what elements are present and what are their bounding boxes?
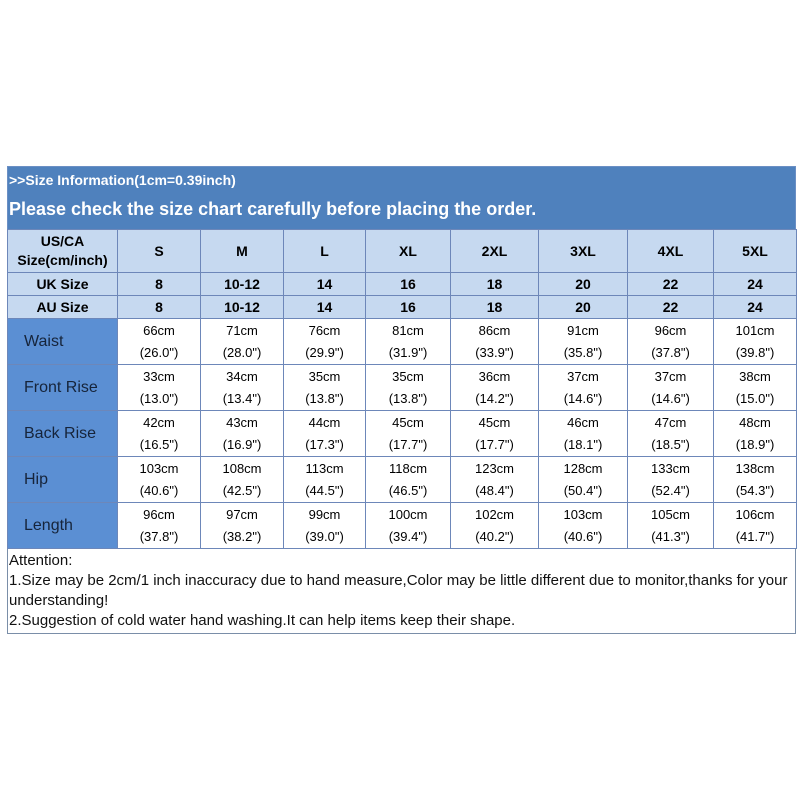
size-header: L xyxy=(284,230,366,273)
value-inch: (26.0") xyxy=(139,344,179,360)
measurement-cell xyxy=(284,503,366,549)
value-cm: 37cm xyxy=(567,368,599,384)
value-cm: 35cm xyxy=(308,368,341,384)
au-size-cell: 24 xyxy=(714,296,797,319)
measurement-cell xyxy=(451,503,539,549)
value-inch: (40.6") xyxy=(563,528,603,544)
value-cm: 37cm xyxy=(654,368,687,384)
value-cm: 45cm xyxy=(478,414,511,430)
value-inch: (28.0") xyxy=(222,344,262,360)
uk-size-label: UK Size xyxy=(8,273,118,296)
value-cm: 103cm xyxy=(563,506,603,522)
uk-size-cell: 10-12 xyxy=(201,273,284,296)
measurement-cell xyxy=(118,411,201,457)
value-inch: (39.8") xyxy=(735,344,775,360)
measurement-cell xyxy=(366,365,451,411)
measurement-label: Waist xyxy=(8,319,118,365)
value-cm: 101cm xyxy=(735,322,775,338)
us-label-line1: US/CA xyxy=(40,233,85,249)
us-size-label xyxy=(8,230,118,273)
measurement-row xyxy=(8,365,797,411)
measurement-cell xyxy=(628,365,714,411)
uk-size-cell: 18 xyxy=(451,273,539,296)
value-cm: 105cm xyxy=(650,506,691,522)
value-cm: 128cm xyxy=(563,460,603,476)
measurement-cell xyxy=(714,503,797,549)
value-inch: (16.9") xyxy=(222,436,262,452)
value-inch: (18.5") xyxy=(651,436,690,452)
value-cm: 86cm xyxy=(478,322,511,338)
value-cm: 96cm xyxy=(143,506,175,522)
value-cm: 81cm xyxy=(392,322,424,338)
value-cm: 43cm xyxy=(226,414,258,430)
measurement-label: Front Rise xyxy=(8,365,118,411)
value-inch: (35.8") xyxy=(563,344,603,360)
value-cm: 102cm xyxy=(474,506,515,522)
measurement-cell xyxy=(201,365,284,411)
measurement-cell xyxy=(628,503,714,549)
size-header: 3XL xyxy=(539,230,628,273)
measurement-cell xyxy=(539,503,628,549)
size-header: M xyxy=(201,230,284,273)
uk-size-cell: 22 xyxy=(628,273,714,296)
value-cm: 66cm xyxy=(143,322,175,338)
au-size-cell: 8 xyxy=(118,296,201,319)
value-inch: (18.1") xyxy=(563,436,603,452)
measurement-row xyxy=(8,411,797,457)
size-info-heading: >>Size Information(1cm=0.39inch) xyxy=(9,172,236,188)
uk-size-cell: 24 xyxy=(714,273,797,296)
value-inch: (50.4") xyxy=(563,482,603,498)
value-cm: 113cm xyxy=(305,460,344,476)
value-cm: 108cm xyxy=(222,460,262,476)
value-inch: (17.7") xyxy=(475,436,514,452)
measurement-cell xyxy=(366,503,451,549)
uk-size-cell: 14 xyxy=(284,273,366,296)
measurement-cell xyxy=(628,457,714,503)
value-cm: 46cm xyxy=(567,414,599,430)
value-inch: (37.8") xyxy=(651,344,690,360)
attention-notes xyxy=(7,549,796,634)
value-inch: (54.3") xyxy=(735,482,775,498)
au-size-cell: 20 xyxy=(539,296,628,319)
measurement-cell xyxy=(451,319,539,365)
notes-line-1: 1.Size may be 2cm/1 inch inaccuracy due to hand measure,Color may be little different due to monitor,thanks for your understanding! xyxy=(9,572,788,609)
value-inch: (40.2") xyxy=(475,528,514,544)
size-chart-banner xyxy=(7,166,796,229)
us-size-row xyxy=(8,230,797,273)
value-cm: 33cm xyxy=(143,368,175,384)
measurement-cell xyxy=(366,411,451,457)
size-header: 2XL xyxy=(451,230,539,273)
au-size-cell: 10-12 xyxy=(201,296,284,319)
value-inch: (31.9") xyxy=(388,344,428,360)
uk-size-row xyxy=(8,273,797,296)
measurement-cell xyxy=(714,319,797,365)
measurement-cell xyxy=(118,503,201,549)
value-inch: (14.2") xyxy=(475,390,514,406)
au-size-cell: 16 xyxy=(366,296,451,319)
au-size-row xyxy=(8,296,797,319)
size-header: XL xyxy=(366,230,451,273)
measurement-cell xyxy=(451,457,539,503)
value-cm: 45cm xyxy=(392,414,424,430)
measurement-cell xyxy=(201,319,284,365)
measurement-label: Back Rise xyxy=(8,411,118,457)
value-inch: (33.9") xyxy=(475,344,514,360)
measurement-row xyxy=(8,457,797,503)
measurement-cell xyxy=(201,457,284,503)
value-inch: (13.8") xyxy=(388,390,428,406)
value-cm: 44cm xyxy=(308,414,341,430)
value-cm: 103cm xyxy=(139,460,179,476)
measurement-cell xyxy=(118,319,201,365)
value-inch: (17.7") xyxy=(388,436,428,452)
measurement-cell xyxy=(451,365,539,411)
measurement-cell xyxy=(714,365,797,411)
value-inch: (42.5") xyxy=(222,482,262,498)
uk-size-cell: 8 xyxy=(118,273,201,296)
value-cm: 100cm xyxy=(388,506,428,522)
value-inch: (17.3") xyxy=(305,436,344,452)
value-inch: (18.9") xyxy=(735,436,775,452)
measurement-cell xyxy=(366,319,451,365)
measurement-cell xyxy=(628,411,714,457)
measurement-cell xyxy=(628,319,714,365)
value-cm: 123cm xyxy=(474,460,515,476)
measurement-cell xyxy=(118,457,201,503)
value-inch: (39.0") xyxy=(305,528,344,544)
value-inch: (39.4") xyxy=(388,528,428,544)
notes-title: Attention: xyxy=(9,552,73,569)
value-inch: (13.0") xyxy=(139,390,179,406)
value-inch: (44.5") xyxy=(305,482,344,498)
value-cm: 36cm xyxy=(478,368,511,384)
measurement-cell xyxy=(714,411,797,457)
au-size-cell: 14 xyxy=(284,296,366,319)
value-cm: 138cm xyxy=(735,460,775,476)
value-cm: 96cm xyxy=(654,322,687,338)
value-cm: 47cm xyxy=(654,414,687,430)
measurement-cell xyxy=(539,319,628,365)
value-inch: (16.5") xyxy=(139,436,179,452)
uk-size-cell: 20 xyxy=(539,273,628,296)
measurement-cell xyxy=(714,457,797,503)
size-header: S xyxy=(118,230,201,273)
size-notice-heading: Please check the size chart carefully before placing the order. xyxy=(9,199,537,219)
value-inch: (46.5") xyxy=(388,482,428,498)
measurement-cell xyxy=(284,411,366,457)
measurement-cell xyxy=(118,365,201,411)
measurement-cell xyxy=(539,365,628,411)
measurement-cell xyxy=(284,365,366,411)
measurement-cell xyxy=(539,411,628,457)
value-cm: 34cm xyxy=(226,368,258,384)
size-header: 5XL xyxy=(714,230,797,273)
value-inch: (14.6") xyxy=(651,390,690,406)
value-cm: 71cm xyxy=(226,322,258,338)
uk-size-cell: 16 xyxy=(366,273,451,296)
value-inch: (52.4") xyxy=(651,482,690,498)
value-inch: (29.9") xyxy=(305,344,344,360)
value-inch: (48.4") xyxy=(475,482,514,498)
measurement-label: Hip xyxy=(8,457,118,503)
value-inch: (41.3") xyxy=(651,528,690,544)
size-table xyxy=(7,229,797,549)
size-chart xyxy=(7,166,796,634)
value-inch: (41.7") xyxy=(735,528,775,544)
value-inch: (15.0") xyxy=(735,390,775,406)
measurement-cell xyxy=(201,503,284,549)
value-cm: 97cm xyxy=(226,506,258,522)
measurement-row xyxy=(8,503,797,549)
measurement-cell xyxy=(539,457,628,503)
value-cm: 35cm xyxy=(392,368,424,384)
value-inch: (40.6") xyxy=(139,482,179,498)
measurement-cell xyxy=(201,411,284,457)
value-cm: 99cm xyxy=(308,506,341,522)
value-inch: (38.2") xyxy=(222,528,262,544)
au-size-cell: 22 xyxy=(628,296,714,319)
value-cm: 133cm xyxy=(650,460,691,476)
value-cm: 38cm xyxy=(739,368,771,384)
notes-line-2: 2.Suggestion of cold water hand washing.It can help items keep their shape. xyxy=(9,612,516,629)
size-header: 4XL xyxy=(628,230,714,273)
value-inch: (14.6") xyxy=(563,390,603,406)
measurement-row xyxy=(8,319,797,365)
measurement-cell xyxy=(451,411,539,457)
value-cm: 118cm xyxy=(388,460,428,476)
au-size-label: AU Size xyxy=(8,296,118,319)
measurement-label: Length xyxy=(8,503,118,549)
value-cm: 106cm xyxy=(735,506,775,522)
value-inch: (13.8") xyxy=(305,390,344,406)
value-inch: (37.8") xyxy=(139,528,179,544)
measurement-cell xyxy=(366,457,451,503)
measurement-cell xyxy=(284,457,366,503)
us-label-line2: Size(cm/inch) xyxy=(17,252,108,268)
value-cm: 48cm xyxy=(739,414,771,430)
value-cm: 76cm xyxy=(308,322,341,338)
value-cm: 91cm xyxy=(567,322,599,338)
au-size-cell: 18 xyxy=(451,296,539,319)
value-inch: (13.4") xyxy=(222,390,262,406)
measurement-cell xyxy=(284,319,366,365)
value-cm: 42cm xyxy=(143,414,175,430)
